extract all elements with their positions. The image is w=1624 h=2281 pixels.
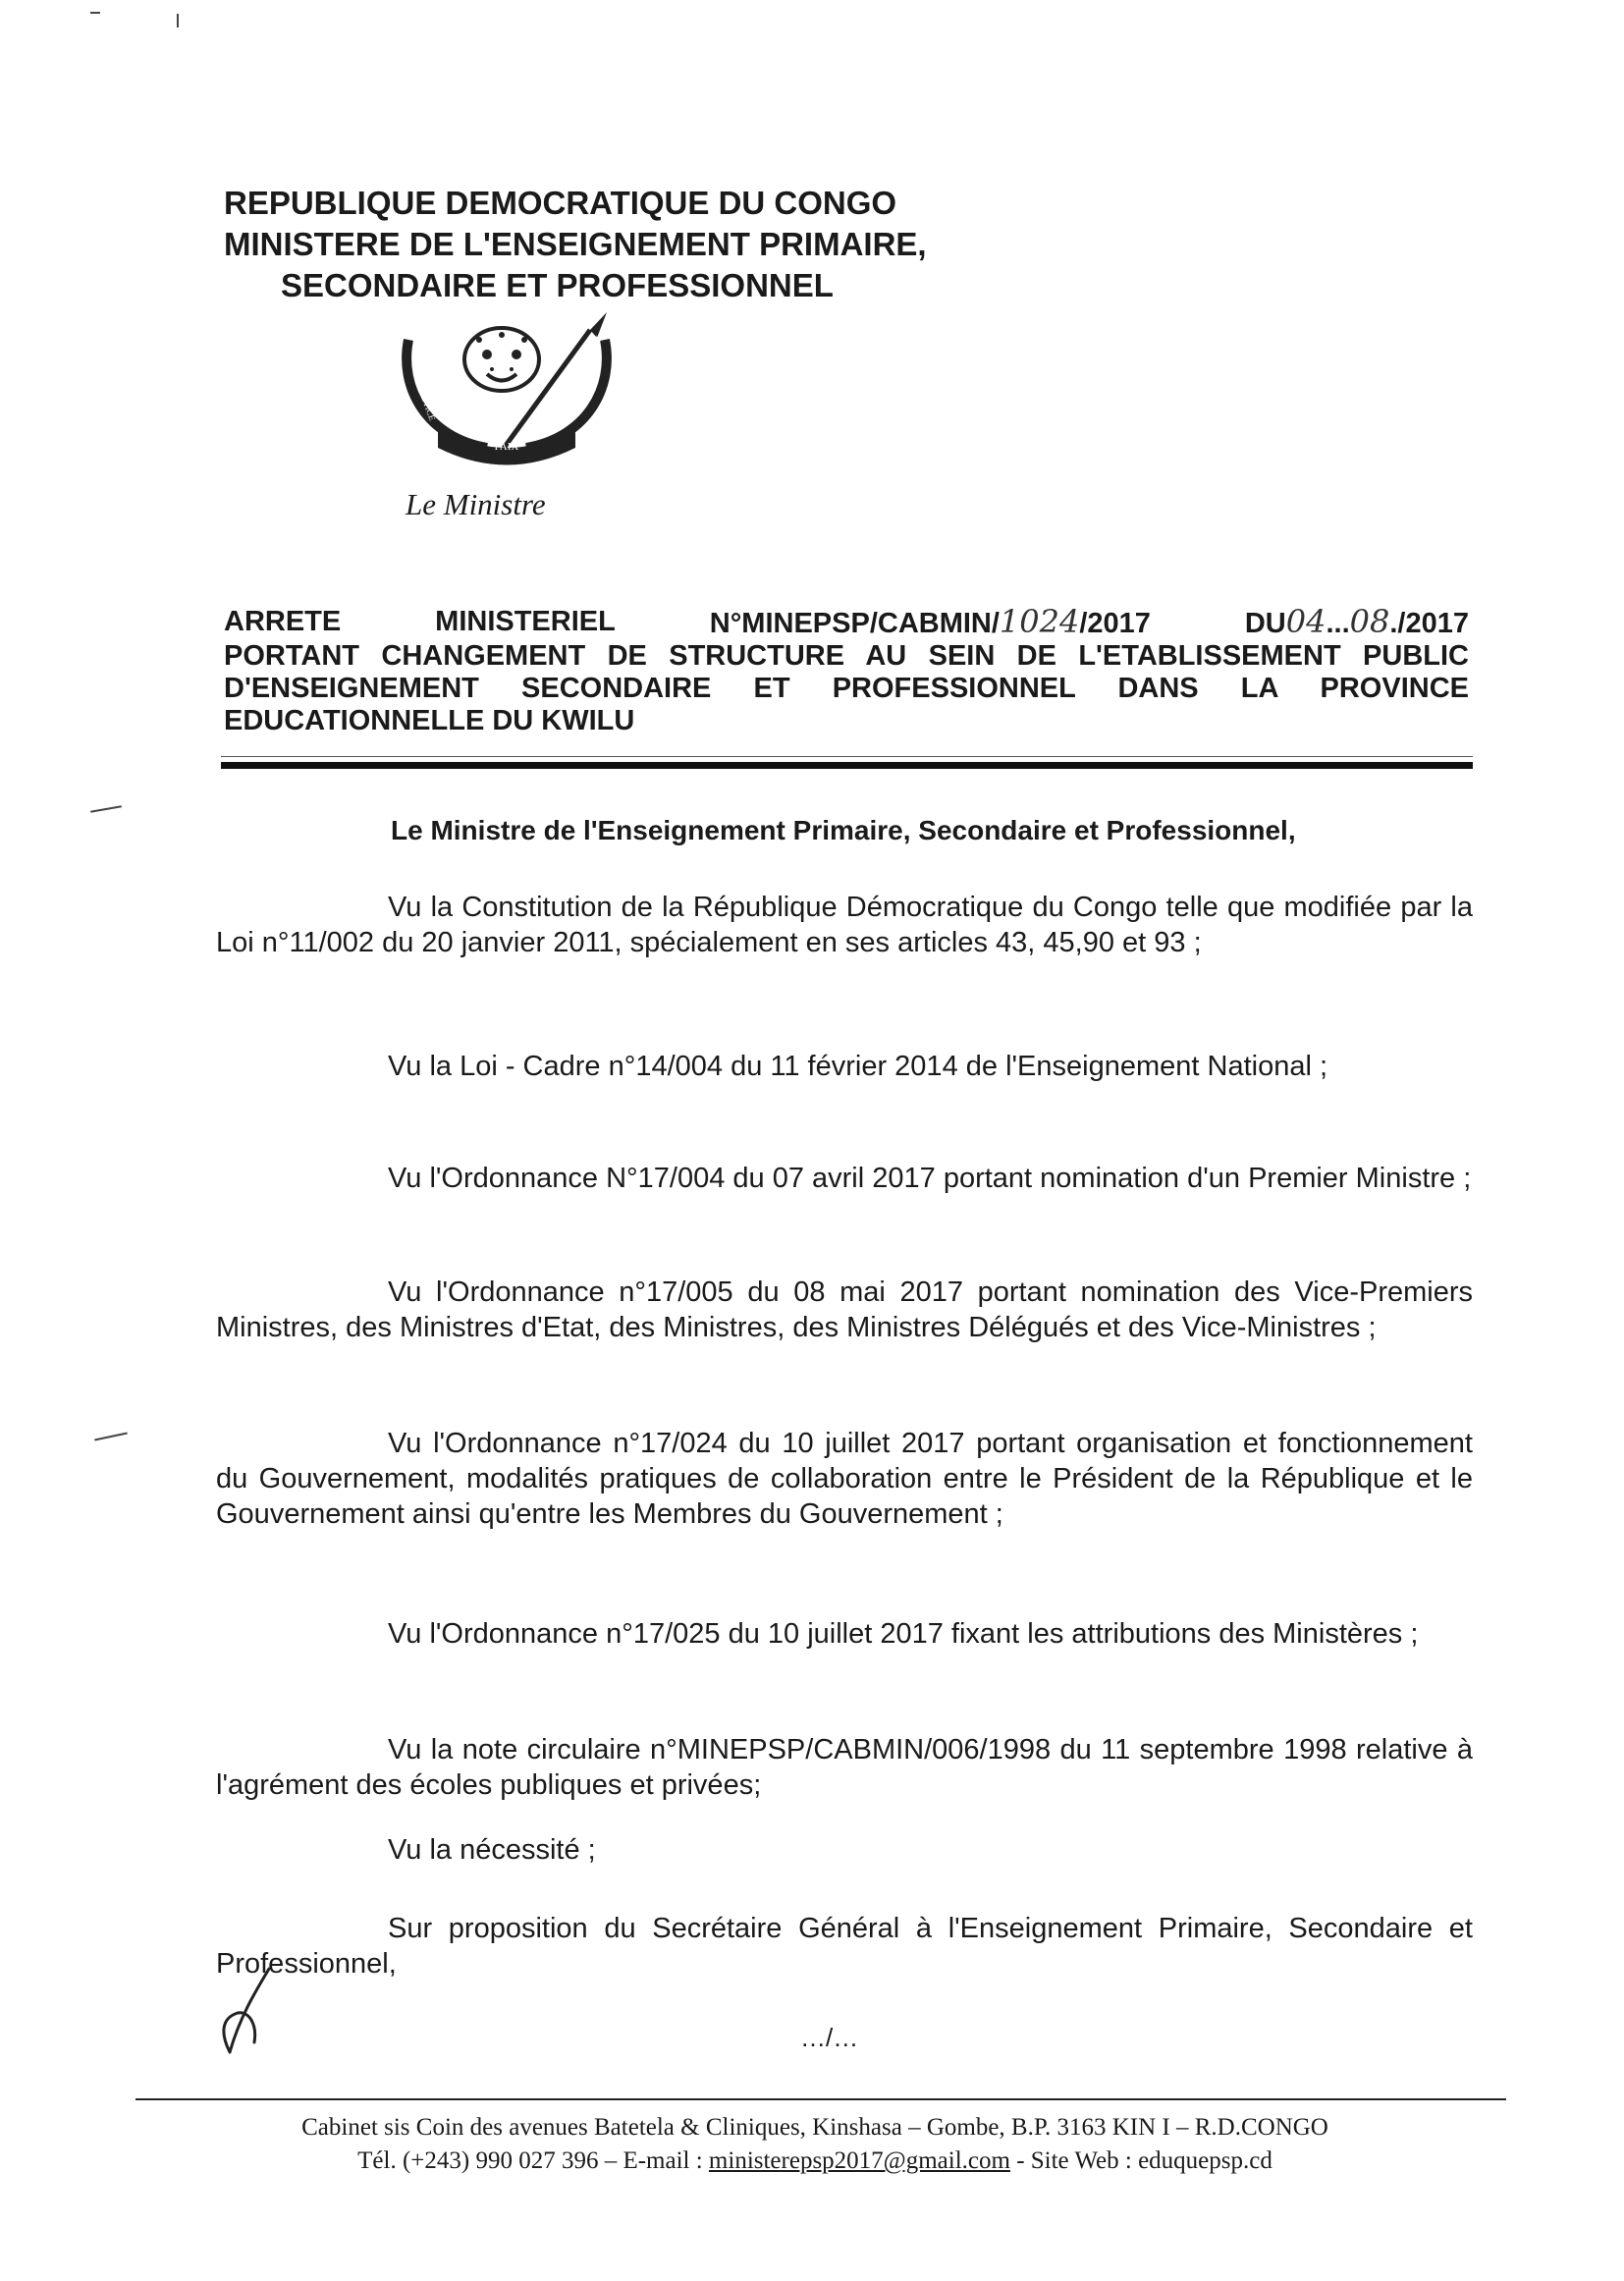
handwritten-month: 08: [1349, 603, 1390, 640]
svg-text:JUSTICE: JUSTICE: [416, 386, 438, 422]
letterhead: [224, 183, 927, 306]
continuation-mark: …/…: [800, 2023, 859, 2052]
svg-text:TRAVAIL: TRAVAIL: [582, 332, 605, 370]
letterhead-country: REPUBLIQUE DEMOCRATIQUE DU CONGO: [224, 185, 897, 221]
decree-arrete: ARRETE: [224, 606, 342, 637]
decree-date: DU04...08./2017: [1244, 603, 1469, 640]
footer: [157, 2111, 1473, 2178]
decree-reference: N°MINEPSP/CABMIN/1024/2017: [709, 603, 1151, 640]
decree-title: [224, 603, 1469, 737]
letterhead-ministry-cont: SECONDAIRE ET PROFESSIONNEL: [281, 267, 834, 303]
decree-ministeriel: MINISTERIEL: [435, 606, 616, 637]
footer-contact: Tél. (+243) 990 027 396 – E-mail : ministerepsp2017@gmail.com - Site Web : eduquepsp.cd: [357, 2147, 1272, 2174]
footer-email-link[interactable]: ministerepsp2017@gmail.com: [708, 2147, 1010, 2174]
paragraph-ordonnance-premier-ministre: Vu l'Ordonnance N°17/004 du 07 avril 2017 portant nomination d'un Premier Ministre ;: [388, 1163, 1472, 1194]
paragraph-ordonnance-ministres: Vu l'Ordonnance n°17/005 du 08 mai 2017 portant nomination des Vice-Premiers Ministres, des Ministres d'Etat, des Ministres, des Ministres Délégués et des Vice-Ministres ;: [216, 1276, 1473, 1343]
paragraph-loi-cadre: Vu la Loi - Cadre n°14/004 du 11 février 2014 de l'Enseignement National ;: [388, 1051, 1328, 1082]
scan-mark: [90, 12, 100, 14]
margin-mark: [94, 1432, 128, 1440]
paragraph-proposition: Sur proposition du Secrétaire Général à l'Enseignement Primaire, Secondaire et Professionnel,: [216, 1913, 1473, 1980]
decree-title-line-4: EDUCATIONNELLE DU KWILU: [224, 705, 635, 736]
decree-title-line-3: D'ENSEIGNEMENT SECONDAIRE ET PROFESSIONNEL DANS LA PROVINCE: [224, 673, 1469, 704]
paragraph-constitution: Vu la Constitution de la République Démocratique du Congo telle que modifiée par la Loi n°11/002 du 20 janvier 2011, spécialement en ses articles 43, 45,90 et 93 ;: [216, 892, 1473, 958]
footer-separator: [135, 2098, 1506, 2100]
title-underline-thin: [221, 756, 1473, 757]
handwritten-initial: [210, 1964, 279, 2057]
handwritten-number: 1024: [999, 603, 1080, 640]
scan-mark: [177, 14, 179, 27]
paragraph-ordonnance-gouvernement: Vu l'Ordonnance n°17/024 du 10 juillet 2017 portant organisation et fonctionnement du Gouvernement, modalités pratiques de collaboration entre le Président de la République et le Gouvernement ainsi qu'entre les Membres du Gouvernement ;: [216, 1428, 1473, 1530]
paragraph-ordonnance-attributions: Vu l'Ordonnance n°17/025 du 10 juillet 2017 fixant les attributions des Ministères ;: [388, 1618, 1419, 1650]
footer-address: Cabinet sis Coin des avenues Batetela & Cliniques, Kinshasa – Gombe, B.P. 3163 KIN I – R.D.CONGO: [301, 2114, 1328, 2141]
decree-title-line-2: PORTANT CHANGEMENT DE STRUCTURE AU SEIN DE L'ETABLISSEMENT PUBLIC: [224, 640, 1469, 672]
paragraph-note-circulaire: Vu la note circulaire n°MINEPSP/CABMIN/006/1998 du 11 septembre 1998 relative à l'agrément des écoles publiques et privées;: [216, 1734, 1473, 1801]
margin-mark: [90, 805, 122, 813]
paragraph-necessite: Vu la nécessité ;: [388, 1834, 596, 1866]
svg-text:PAIX: PAIX: [494, 441, 519, 453]
title-underline: [221, 762, 1473, 769]
signature-title: Le Ministre: [406, 487, 546, 521]
letterhead-ministry: MINISTERE DE L'ENSEIGNEMENT PRIMAIRE,: [224, 226, 927, 262]
coat-of-arms-icon: [389, 310, 624, 467]
decree-reference-line: [224, 603, 1469, 640]
handwritten-day: 04: [1285, 603, 1326, 640]
intro-line: Le Ministre de l'Enseignement Primaire, Secondaire et Professionnel,: [391, 815, 1296, 845]
